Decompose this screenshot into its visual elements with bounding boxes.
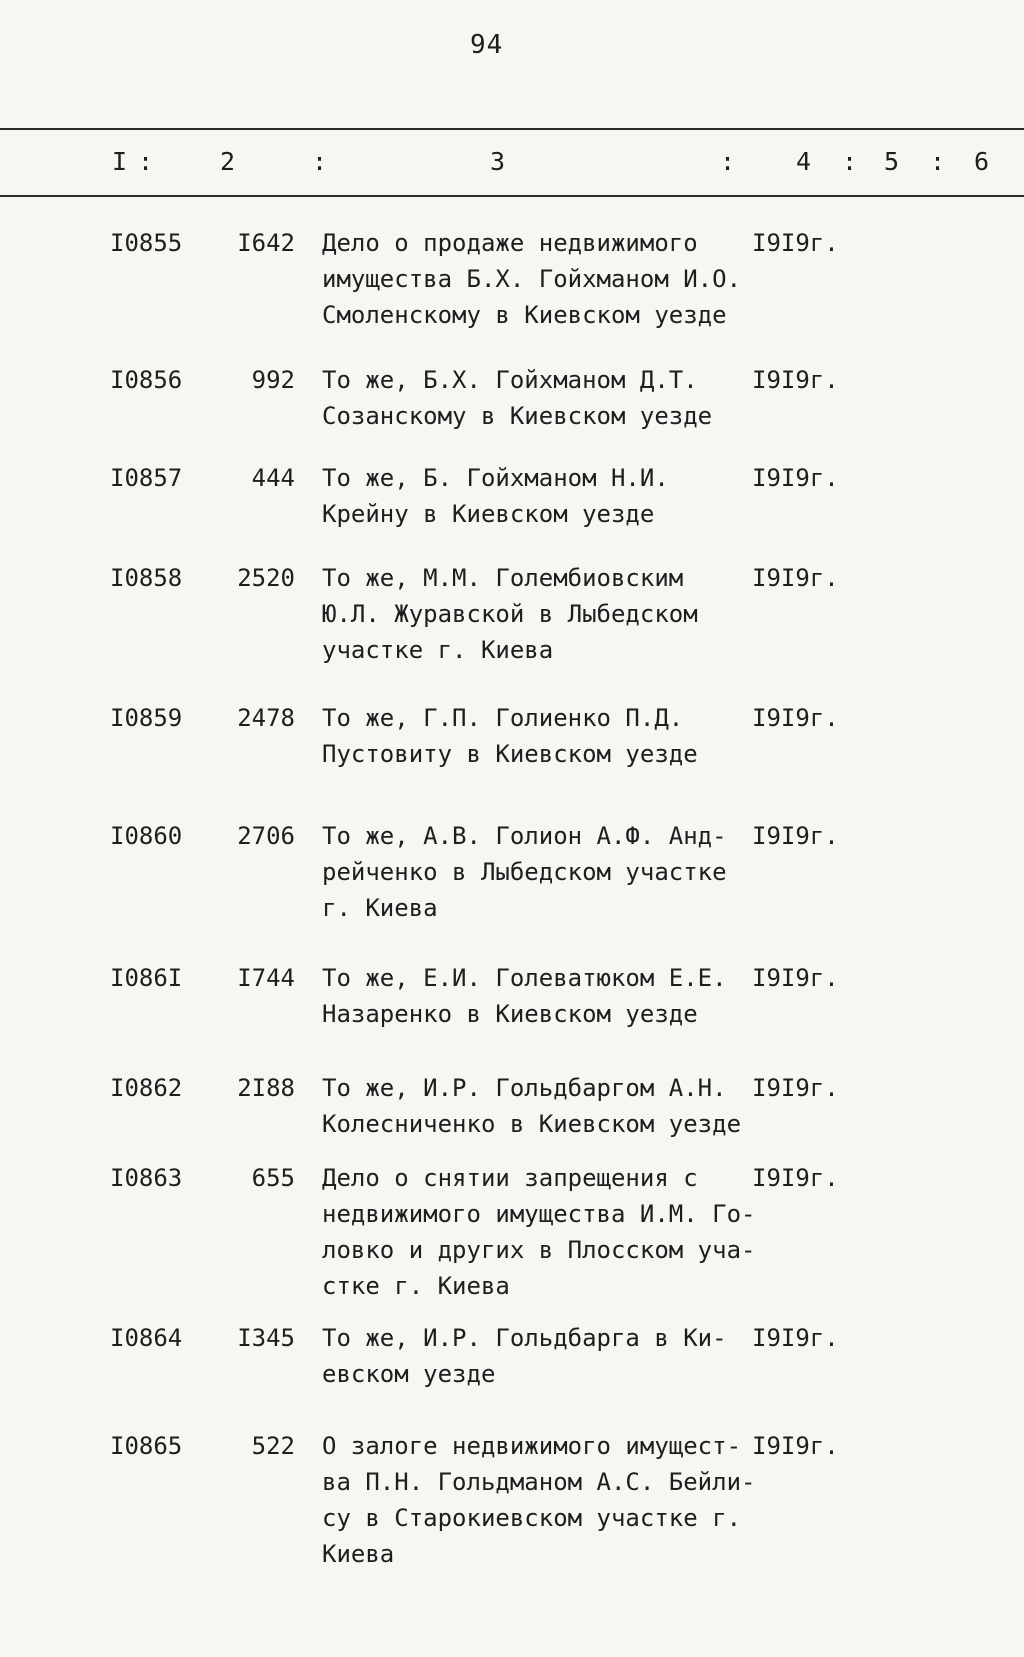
entry-title-line: То же, А.В. Голион А.Ф. Анд- — [322, 822, 727, 850]
entry-year: I9I9г. — [752, 704, 839, 732]
entry-title-line: имущества Б.Х. Гойхманом И.О. — [322, 265, 742, 293]
entry-title — [322, 225, 742, 333]
header-bottom-rule — [0, 195, 1024, 197]
entry-year: I9I9г. — [752, 964, 839, 992]
header-separator: : — [138, 147, 154, 176]
entry-old-number: I744 — [237, 964, 295, 992]
entry-title — [322, 700, 742, 772]
entry-old-number: 2706 — [237, 822, 295, 850]
entry-year: I9I9г. — [752, 229, 839, 257]
entry-title-line: Смоленскому в Киевском уезде — [322, 301, 727, 329]
entry-title-line: То же, Б.Х. Гойхманом Д.Т. — [322, 366, 698, 394]
header-separator: : — [312, 147, 328, 176]
entry-old-number: 444 — [251, 464, 295, 492]
entry-title-line: Назаренко в Киевском уезде — [322, 1000, 698, 1028]
entry-title-line: Крейну в Киевском уезде — [322, 500, 655, 528]
entry-title-line: Киева — [322, 1540, 395, 1568]
entry-title-line: су в Старокиевском участке г. — [322, 1504, 742, 1532]
entry-number: I0857 — [110, 464, 183, 492]
entry-old-number: 992 — [251, 366, 295, 394]
entry-year: I9I9г. — [752, 822, 839, 850]
entry-title-line: То же, И.Р. Гольдбарга в Ки- — [322, 1324, 727, 1352]
entry-title-line: Созанскому в Киевском уезде — [322, 402, 713, 430]
entry-number: I0859 — [110, 704, 183, 732]
entry-title — [322, 362, 742, 434]
entry-title — [322, 560, 742, 668]
entry-title-line: стке г. Киева — [322, 1272, 510, 1300]
entry-title-line: То же, Г.П. Голиенко П.Д. — [322, 704, 684, 732]
entry-number: I0865 — [110, 1432, 183, 1460]
header-separator: : — [720, 147, 736, 176]
entry-old-number: I642 — [237, 229, 295, 257]
entry-number: I0862 — [110, 1074, 183, 1102]
entry-title-line: г. Киева — [322, 894, 438, 922]
entry-title-line: ловко и других в Плосском уча- — [322, 1236, 756, 1264]
entry-title — [322, 460, 742, 532]
entry-old-number: 522 — [251, 1432, 295, 1460]
page-number: 94 — [470, 30, 504, 60]
header-col-3: 3 — [490, 147, 506, 176]
header-col-6: 6 — [974, 147, 990, 176]
entry-title-line: Дело о продаже недвижимого — [322, 229, 698, 257]
entry-title — [322, 960, 742, 1032]
header-separator: : — [842, 147, 858, 176]
entry-title — [322, 1320, 742, 1392]
entry-number: I0863 — [110, 1164, 183, 1192]
entry-title-line: Дело о снятии запрещения с — [322, 1164, 698, 1192]
entry-old-number: 2520 — [237, 564, 295, 592]
entry-year: I9I9г. — [752, 564, 839, 592]
entry-number: I0860 — [110, 822, 183, 850]
entry-title-line: Ю.Л. Журавской в Лыбедском — [322, 600, 698, 628]
header-col-4: 4 — [796, 147, 812, 176]
entry-year: I9I9г. — [752, 1164, 839, 1192]
entry-title-line: евском уезде — [322, 1360, 496, 1388]
entry-title-line: То же, И.Р. Гольдбаргом А.Н. — [322, 1074, 727, 1102]
entry-year: I9I9г. — [752, 366, 839, 394]
entry-title-line: То же, Б. Гойхманом Н.И. — [322, 464, 669, 492]
header-col-2: 2 — [220, 147, 236, 176]
entry-title — [322, 1160, 756, 1304]
entry-number: I0855 — [110, 229, 183, 257]
header-top-rule — [0, 128, 1024, 130]
entry-title — [322, 818, 742, 926]
entry-old-number: I345 — [237, 1324, 295, 1352]
entry-old-number: 655 — [251, 1164, 295, 1192]
entry-old-number: 2I88 — [237, 1074, 295, 1102]
entry-title-line: То же, М.М. Голембиовским — [322, 564, 684, 592]
entry-title — [322, 1070, 742, 1142]
entry-number: I0858 — [110, 564, 183, 592]
entry-title-line: То же, Е.И. Голеватюком Е.Е. — [322, 964, 727, 992]
entry-title — [322, 1428, 756, 1572]
header-separator: : — [930, 147, 946, 176]
entry-year: I9I9г. — [752, 464, 839, 492]
entry-number: I086I — [110, 964, 183, 992]
entry-title-line: недвижимого имущества И.М. Го- — [322, 1200, 756, 1228]
entry-title-line: Пустовиту в Киевском уезде — [322, 740, 698, 768]
entry-title-line: Колесниченко в Киевском уезде — [322, 1110, 742, 1138]
header-col-5: 5 — [884, 147, 900, 176]
entry-year: I9I9г. — [752, 1324, 839, 1352]
entry-number: I0856 — [110, 366, 183, 394]
entry-title-line: ва П.Н. Гольдманом А.С. Бейли- — [322, 1468, 756, 1496]
entry-title-line: участке г. Киева — [322, 636, 554, 664]
entry-year: I9I9г. — [752, 1074, 839, 1102]
entry-title-line: О залоге недвижимого имущест- — [322, 1432, 742, 1460]
entry-title-line: рейченко в Лыбедском участке — [322, 858, 727, 886]
entry-old-number: 2478 — [237, 704, 295, 732]
entry-number: I0864 — [110, 1324, 183, 1352]
entry-year: I9I9г. — [752, 1432, 839, 1460]
header-col-1: I — [112, 147, 128, 176]
